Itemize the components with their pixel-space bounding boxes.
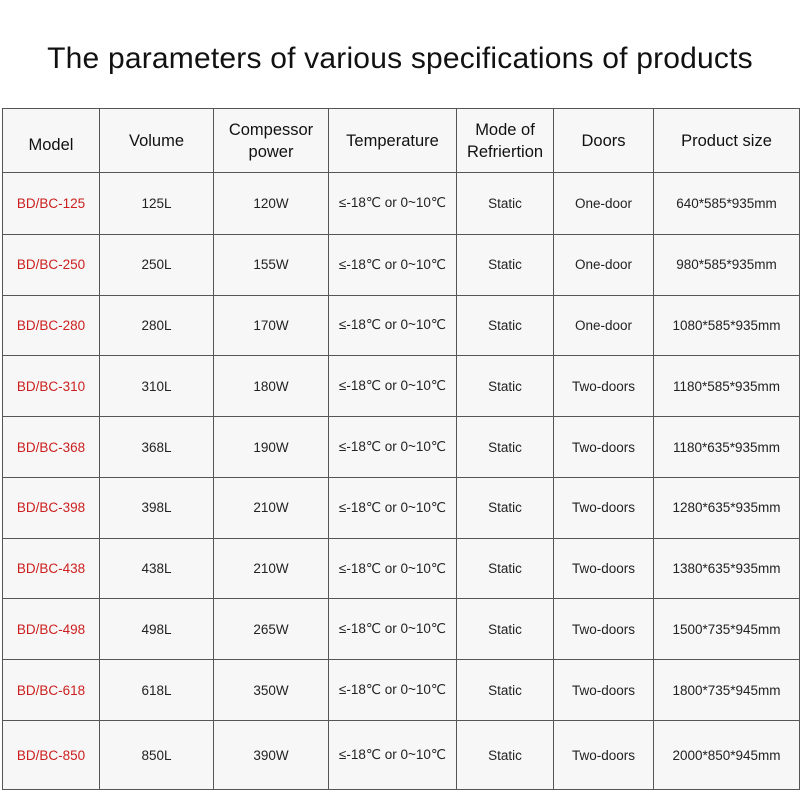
cell-compressor-power: 155W bbox=[214, 234, 329, 295]
header-volume: Volume bbox=[100, 109, 214, 173]
cell-doors: One-door bbox=[554, 234, 654, 295]
table-header-row bbox=[3, 109, 800, 173]
cell-product-size: 1380*635*935mm bbox=[654, 538, 800, 599]
cell-mode: Static bbox=[457, 599, 554, 660]
spec-table bbox=[2, 108, 800, 790]
cell-mode: Static bbox=[457, 356, 554, 417]
cell-compressor-power: 170W bbox=[214, 295, 329, 356]
cell-mode: Static bbox=[457, 660, 554, 721]
cell-mode: Static bbox=[457, 173, 554, 235]
cell-temperature: ≤-18℃ or 0~10℃ bbox=[329, 356, 457, 417]
cell-doors: Two-doors bbox=[554, 599, 654, 660]
cell-product-size: 1080*585*935mm bbox=[654, 295, 800, 356]
cell-mode: Static bbox=[457, 295, 554, 356]
table-row bbox=[3, 173, 800, 235]
cell-product-size: 1280*635*935mm bbox=[654, 477, 800, 538]
cell-temperature: ≤-18℃ or 0~10℃ bbox=[329, 599, 457, 660]
cell-volume: 498L bbox=[100, 599, 214, 660]
cell-doors: One-door bbox=[554, 295, 654, 356]
cell-compressor-power: 120W bbox=[214, 173, 329, 235]
cell-product-size: 1180*635*935mm bbox=[654, 417, 800, 478]
header-compressor-power: Compessor power bbox=[214, 109, 329, 173]
table-row bbox=[3, 538, 800, 599]
table-row bbox=[3, 660, 800, 721]
table-row bbox=[3, 477, 800, 538]
cell-mode: Static bbox=[457, 721, 554, 790]
table-row bbox=[3, 721, 800, 790]
cell-doors: Two-doors bbox=[554, 538, 654, 599]
cell-volume: 398L bbox=[100, 477, 214, 538]
cell-model: BD/BC-280 bbox=[3, 295, 100, 356]
cell-temperature: ≤-18℃ or 0~10℃ bbox=[329, 721, 457, 790]
cell-product-size: 980*585*935mm bbox=[654, 234, 800, 295]
cell-mode: Static bbox=[457, 417, 554, 478]
cell-compressor-power: 390W bbox=[214, 721, 329, 790]
cell-doors: Two-doors bbox=[554, 477, 654, 538]
cell-doors: Two-doors bbox=[554, 356, 654, 417]
cell-product-size: 2000*850*945mm bbox=[654, 721, 800, 790]
cell-volume: 310L bbox=[100, 356, 214, 417]
page-title: The parameters of various specifications of products bbox=[47, 42, 753, 75]
table-row bbox=[3, 234, 800, 295]
header-product-size: Product size bbox=[654, 109, 800, 173]
cell-product-size: 1180*585*935mm bbox=[654, 356, 800, 417]
header-mode-of-refrigeration: Mode of Refriertion bbox=[457, 109, 554, 173]
cell-volume: 618L bbox=[100, 660, 214, 721]
cell-doors: One-door bbox=[554, 173, 654, 235]
cell-doors: Two-doors bbox=[554, 721, 654, 790]
cell-compressor-power: 190W bbox=[214, 417, 329, 478]
cell-temperature: ≤-18℃ or 0~10℃ bbox=[329, 538, 457, 599]
cell-product-size: 1800*735*945mm bbox=[654, 660, 800, 721]
table-row bbox=[3, 356, 800, 417]
cell-temperature: ≤-18℃ or 0~10℃ bbox=[329, 417, 457, 478]
cell-model: BD/BC-250 bbox=[3, 234, 100, 295]
cell-volume: 368L bbox=[100, 417, 214, 478]
cell-compressor-power: 265W bbox=[214, 599, 329, 660]
header-model: Model bbox=[3, 109, 100, 173]
cell-mode: Static bbox=[457, 477, 554, 538]
header-temperature: Temperature bbox=[329, 109, 457, 173]
cell-doors: Two-doors bbox=[554, 417, 654, 478]
cell-temperature: ≤-18℃ or 0~10℃ bbox=[329, 660, 457, 721]
cell-volume: 280L bbox=[100, 295, 214, 356]
cell-compressor-power: 210W bbox=[214, 477, 329, 538]
cell-model: BD/BC-125 bbox=[3, 173, 100, 235]
table-row bbox=[3, 599, 800, 660]
cell-model: BD/BC-398 bbox=[3, 477, 100, 538]
cell-model: BD/BC-618 bbox=[3, 660, 100, 721]
cell-mode: Static bbox=[457, 234, 554, 295]
cell-temperature: ≤-18℃ or 0~10℃ bbox=[329, 295, 457, 356]
cell-volume: 438L bbox=[100, 538, 214, 599]
table-row bbox=[3, 295, 800, 356]
cell-volume: 850L bbox=[100, 721, 214, 790]
cell-compressor-power: 180W bbox=[214, 356, 329, 417]
cell-temperature: ≤-18℃ or 0~10℃ bbox=[329, 173, 457, 235]
cell-product-size: 1500*735*945mm bbox=[654, 599, 800, 660]
cell-model: BD/BC-850 bbox=[3, 721, 100, 790]
header-doors: Doors bbox=[554, 109, 654, 173]
table-row bbox=[3, 417, 800, 478]
cell-model: BD/BC-438 bbox=[3, 538, 100, 599]
cell-volume: 250L bbox=[100, 234, 214, 295]
cell-doors: Two-doors bbox=[554, 660, 654, 721]
cell-product-size: 640*585*935mm bbox=[654, 173, 800, 235]
cell-temperature: ≤-18℃ or 0~10℃ bbox=[329, 477, 457, 538]
cell-model: BD/BC-498 bbox=[3, 599, 100, 660]
cell-volume: 125L bbox=[100, 173, 214, 235]
cell-compressor-power: 350W bbox=[214, 660, 329, 721]
cell-temperature: ≤-18℃ or 0~10℃ bbox=[329, 234, 457, 295]
cell-compressor-power: 210W bbox=[214, 538, 329, 599]
cell-model: BD/BC-368 bbox=[3, 417, 100, 478]
cell-model: BD/BC-310 bbox=[3, 356, 100, 417]
cell-mode: Static bbox=[457, 538, 554, 599]
